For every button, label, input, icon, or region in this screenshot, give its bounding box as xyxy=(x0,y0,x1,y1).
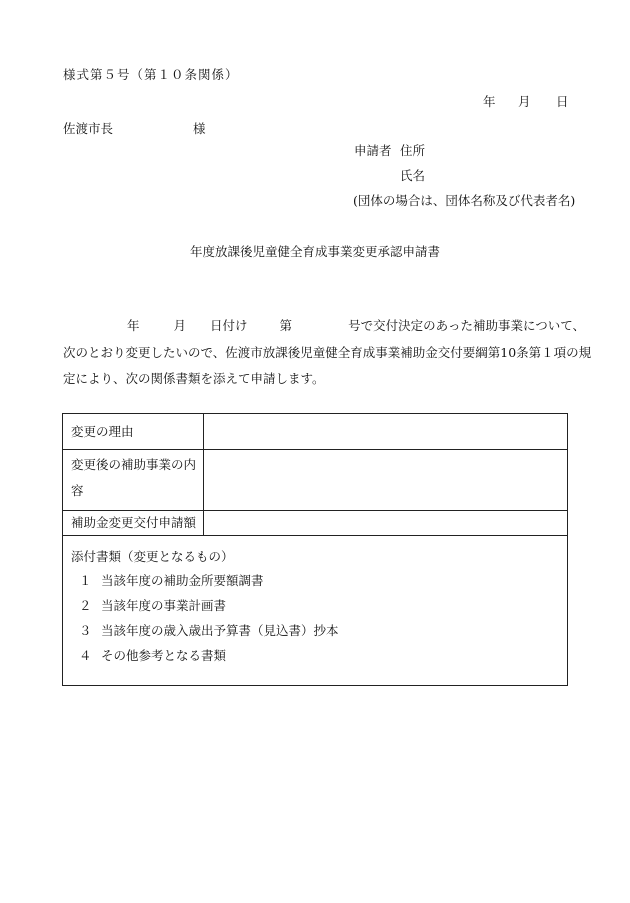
details-label-line-1: 変更後の補助事業の内 xyxy=(71,457,197,472)
applicant-address-label: 住所 xyxy=(400,143,426,158)
addressee-name: 佐渡市長 xyxy=(63,121,114,136)
reason-label: 変更の理由 xyxy=(71,424,134,439)
body-year-label: 年 xyxy=(127,318,140,333)
form-number: 様式第５号（第１０条関係） xyxy=(63,67,239,82)
table-row-amount xyxy=(63,511,567,536)
attachment-text: その他参考となる書類 xyxy=(101,648,227,663)
details-label-line-2: 容 xyxy=(71,483,84,498)
body-dai-label: 第 xyxy=(279,318,293,333)
addressee-honorific: 様 xyxy=(193,121,206,136)
date-year-label: 年 xyxy=(483,94,496,109)
attachment-text: 当該年度の歳入歳出予算書（見込書）抄本 xyxy=(101,623,339,638)
document-title: 年度放課後児童健全育成事業変更承認申請書 xyxy=(189,244,440,259)
attachment-number: ３ xyxy=(79,623,92,638)
body-line-1-rest: 号で交付決定のあった補助事業について、 xyxy=(348,318,585,333)
attachment-number: ４ xyxy=(79,648,92,663)
reason-label-cell xyxy=(63,414,204,449)
body-month-label: 月 xyxy=(173,318,187,333)
attachments-heading: 添付書類（変更となるもの） xyxy=(71,549,234,564)
attachment-number: １ xyxy=(79,573,92,588)
body-dated-label: 日付け xyxy=(210,318,248,333)
table-row-details xyxy=(63,450,567,511)
attachment-number: ２ xyxy=(79,598,92,613)
date-day-label: 日 xyxy=(556,94,569,109)
application-table xyxy=(62,413,568,686)
amount-label-cell xyxy=(63,511,204,535)
body-line-2: 次のとおり変更したいので、佐渡市放課後児童健全育成事業補助金交付要綱第10条第１項の規 xyxy=(63,345,592,360)
date-month-label: 月 xyxy=(518,94,531,109)
amount-label: 補助金変更交付申請額 xyxy=(71,515,197,530)
organization-note: (団体の場合は、団体名称及び代表者名) xyxy=(353,193,576,208)
body-line-3: 定により、次の関係書類を添えて申請します。 xyxy=(63,371,325,386)
table-row-reason xyxy=(63,414,567,450)
applicant-label: 申請者 xyxy=(354,143,392,158)
body-line-1 xyxy=(127,320,585,333)
applicant-name-label: 氏名 xyxy=(400,168,426,183)
details-label-cell xyxy=(63,450,204,510)
attachment-text: 当該年度の事業計画書 xyxy=(101,598,227,613)
attachment-text: 当該年度の補助金所要額調書 xyxy=(101,573,264,588)
